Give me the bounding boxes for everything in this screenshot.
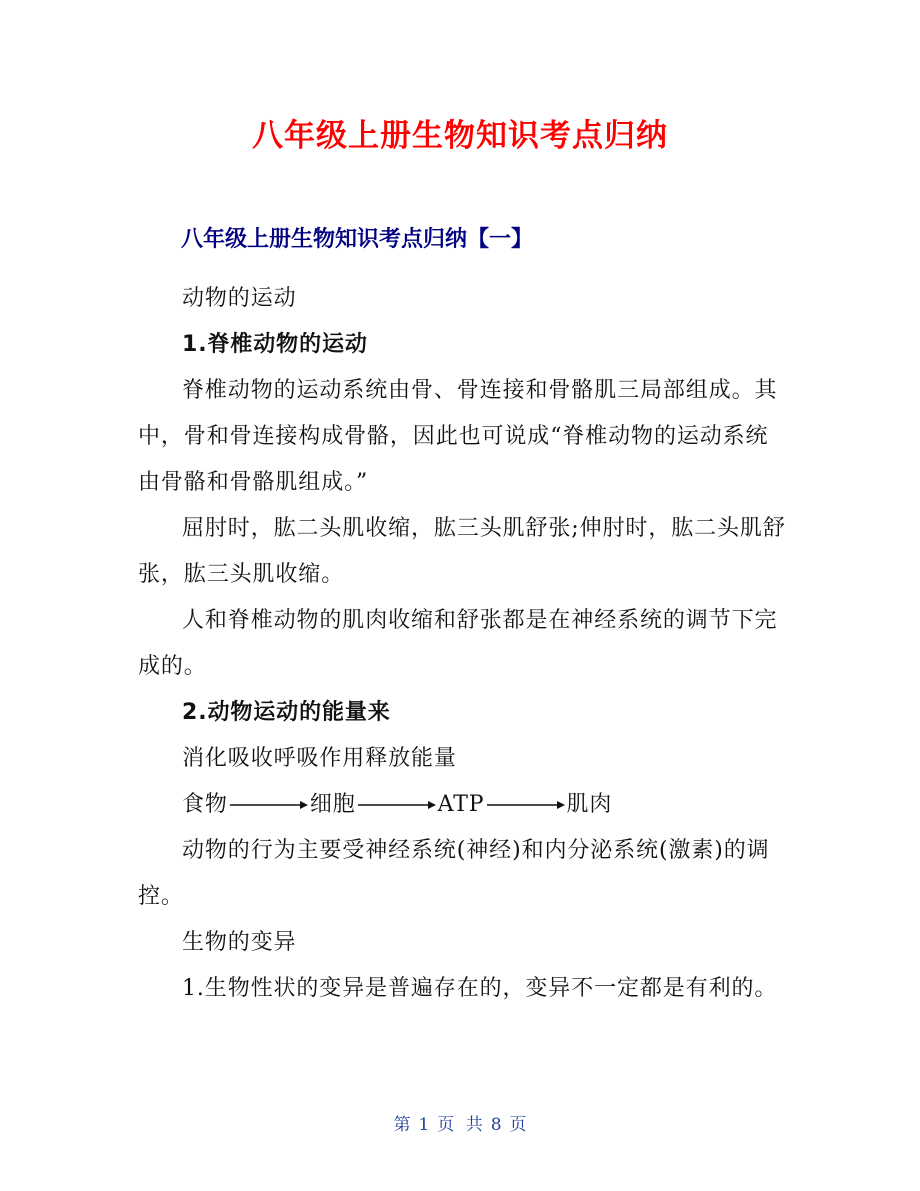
footer-total-pages: 8 (490, 1115, 502, 1135)
document-body (138, 276, 788, 1012)
subheading-energy-source: 2.动物运动的能量来 (182, 700, 391, 725)
paragraph-energy-release: 消化吸收呼吸作用释放能量 (182, 746, 457, 771)
paragraph-motor-system: 脊椎动物的运动系统由骨、骨连接和骨骼肌三局部组成。其中，骨和骨连接构成骨骼，因此也可说成“脊椎动物的运动系统由骨骼和骨骼肌组成。” (138, 378, 778, 495)
paragraph-variation-universal: 1.生物性状的变异是普遍存在的，变异不一定都是有利的。 (182, 976, 778, 1001)
arrow-right-icon (358, 798, 436, 812)
section-heading: 八年级上册生物知识考点归纳【一】 (181, 227, 534, 252)
arrow-right-icon (230, 798, 308, 812)
page-footer (0, 1112, 920, 1138)
energy-flow-diagram (138, 782, 788, 828)
footer-current-page: 1 (418, 1115, 430, 1135)
flow-step-food: 食物 (182, 792, 228, 817)
paragraph-behavior-control: 动物的行为主要受神经系统(神经)和内分泌系统(激素)的调控。 (138, 838, 770, 909)
footer-suffix: 页 (509, 1115, 527, 1135)
paragraph-topic-animal-movement: 动物的运动 (182, 286, 297, 311)
paragraph-nervous-regulation: 人和脊椎动物的肌肉收缩和舒张都是在神经系统的调节下完成的。 (138, 608, 778, 679)
page-title: 八年级上册生物知识考点归纳 (252, 118, 668, 154)
paragraph-topic-variation: 生物的变异 (182, 930, 297, 955)
paragraph-elbow-muscles: 屈肘时，肱二头肌收缩，肱三头肌舒张;伸肘时，肱二头肌舒张，肱三头肌收缩。 (138, 516, 786, 587)
subheading-vertebrate-movement: 1.脊椎动物的运动 (182, 332, 368, 357)
arrow-right-icon (487, 798, 565, 812)
footer-prefix: 第 (393, 1115, 411, 1135)
flow-step-atp: ATP (437, 792, 485, 817)
footer-mid: 页 共 (437, 1115, 483, 1135)
flow-step-cell: 细胞 (309, 792, 356, 817)
flow-step-muscle: 肌肉 (566, 792, 613, 817)
